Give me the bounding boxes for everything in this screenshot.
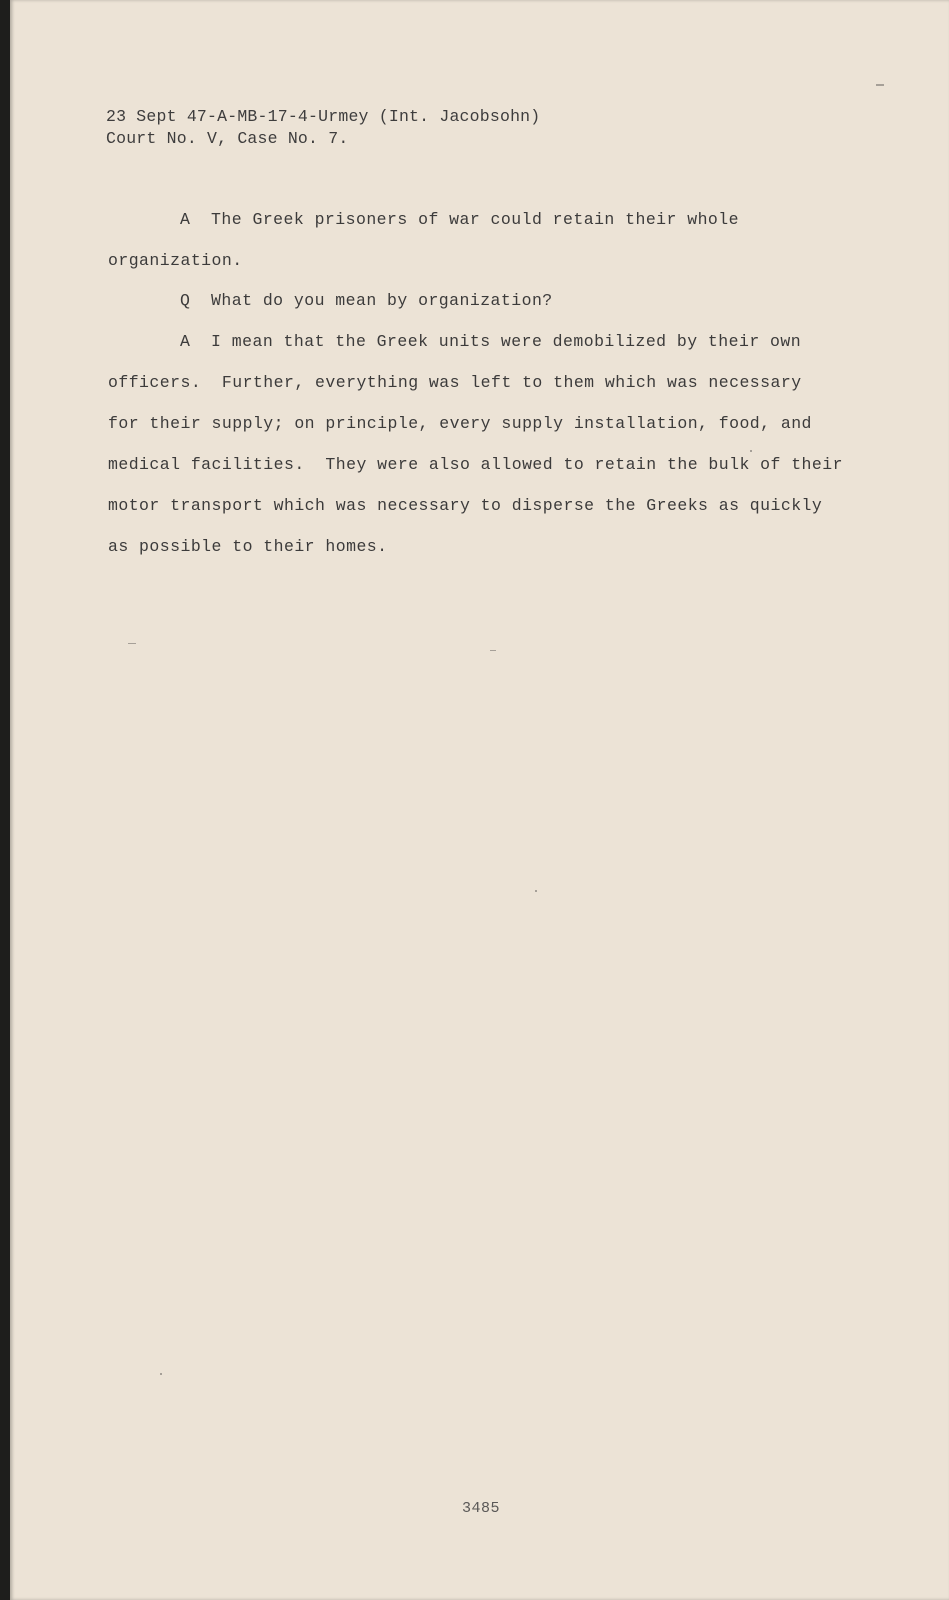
answer-2-line-4: medical facilities. They were also allowed to retain the bulk of their (108, 455, 843, 474)
paper-speck (535, 890, 537, 892)
paper-speck (490, 650, 496, 651)
answer-2-line-6: as possible to their homes. (108, 537, 388, 556)
header-court-case: Court No. V, Case No. 7. (106, 129, 349, 148)
paper-speck (160, 1373, 162, 1375)
answer-line-1: A The Greek prisoners of war could retain their whole (180, 210, 739, 229)
header-case-reference: 23 Sept 47-A-MB-17-4-Urmey (Int. Jacobsohn) (106, 107, 541, 126)
paper-speck (876, 84, 884, 86)
paper-speck (750, 450, 752, 452)
answer-2-line-1: A I mean that the Greek units were demobilized by their own (180, 332, 802, 351)
paper-speck (128, 643, 136, 644)
question-line: Q What do you mean by organization? (180, 291, 553, 310)
answer-2-line-3: for their supply; on principle, every supply installation, food, and (108, 414, 812, 433)
document-page (10, 0, 949, 1600)
answer-2-line-2: officers. Further, everything was left to them which was necessary (108, 373, 802, 392)
answer-2-line-5: motor transport which was necessary to disperse the Greeks as quickly (108, 496, 823, 515)
page-number: 3485 (462, 1500, 501, 1517)
answer-line-2: organization. (108, 251, 243, 270)
